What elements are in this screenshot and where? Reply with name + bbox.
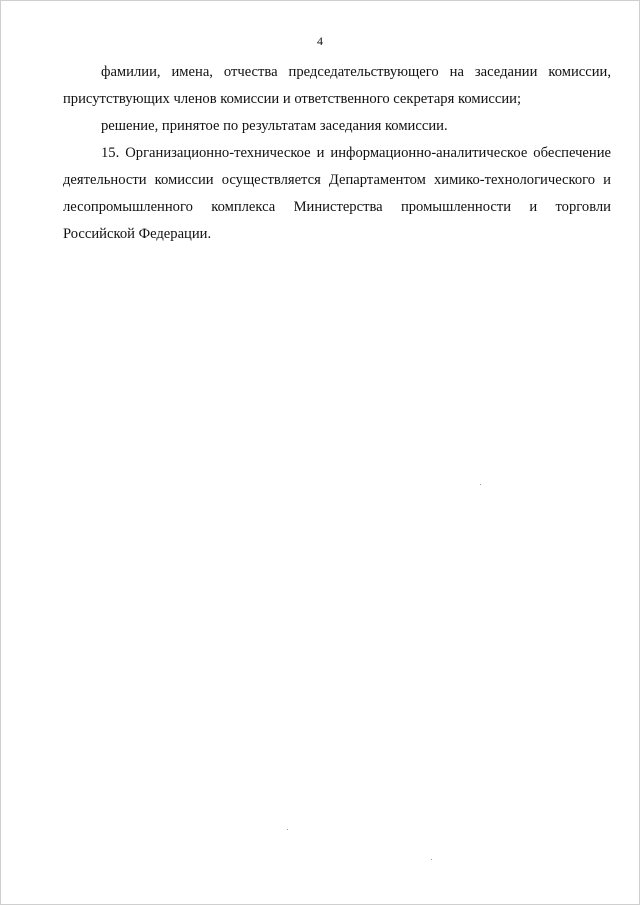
page-number: 4	[317, 34, 323, 48]
paragraph-meeting-participants: фамилии, имена, отчества председательствующего на заседании комиссии, присутствующих членов комиссии и ответственного секретаря комиссии;	[63, 64, 611, 107]
paragraph-meeting-decision: решение, принятое по результатам заседания комиссии.	[101, 118, 448, 134]
document-body	[63, 59, 611, 248]
scan-speck	[431, 859, 432, 860]
scan-speck	[287, 829, 288, 830]
paragraph-clause-15: 15. Организационно-техническое и информационно-аналитическое обеспечение деятельности комиссии осуществляется Департаментом химико-технологического и лесопромышленного комплекса Министерства промышленности и торговли Российской Федерации.	[63, 145, 611, 242]
scan-speck	[480, 484, 481, 485]
